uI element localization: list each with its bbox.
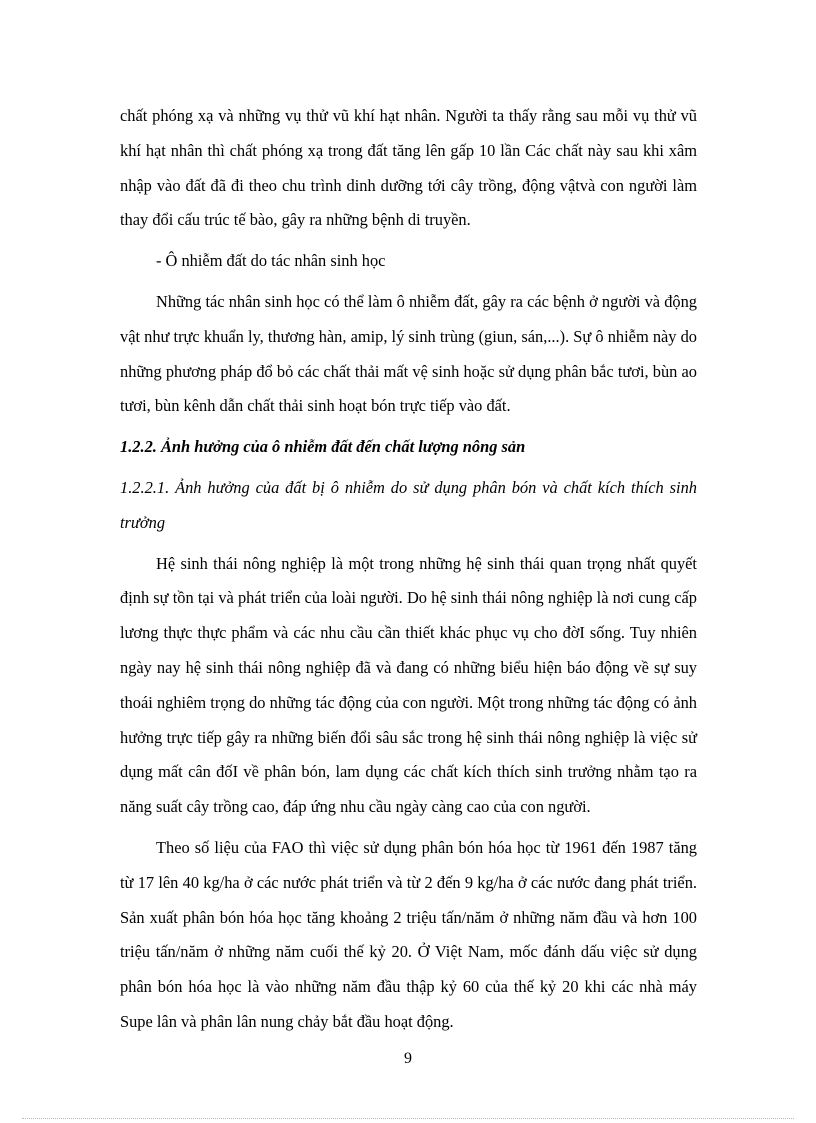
paragraph-fao-statistics: Theo số liệu của FAO thì việc sử dụng phân bón hóa học từ 1961 đến 1987 tăng từ 17 lên 40 kg/ha ở các nước phát triển và từ 2 đến 9 kg/ha ở các nước đang phát triển. Sản xuất phân bón hóa học tăng khoảng 2 triệu tấn/năm ở những năm đầu và hơn 100 triệu tấn/năm ở những năm cuối thế kỷ 20. Ở Việt Nam, mốc đánh dấu việc sử dụng phân bón hóa học là vào những năm đầu thập kỷ 60 của thế kỷ 20 khi các nhà máy Supe lân và phân lân nung chảy bắt đầu hoạt động.: [120, 837, 697, 1031]
subsection-heading-1-2-2-1: 1.2.2.1. Ảnh hưởng của đất bị ô nhiễm do sử dụng phân bón và chất kích thích sinh trưởng: [120, 477, 697, 532]
paragraph-agro-ecosystem: Hệ sinh thái nông nghiệp là một trong những hệ sinh thái quan trọng nhất quyết định sự tồn tại và phát triển của loài người. Do hệ sinh thái nông nghiệp là nơi cung cấp lương thực thực phẩm và các nhu cầu cần thiết khác phục vụ cho đờI sống. Tuy nhiên ngày nay hệ sinh thái nông nghiệp đã và đang có những biểu hiện báo động về sự suy thoái nghiêm trọng do những tác động của con người. Một trong những tác động có ảnh hưởng trực tiếp gây ra những biến đổi sâu sắc trong hệ sinh thái nông nghiệp là việc sử dụng mất cân đốI về phân bón, lam dụng các chất kích thích sinh trưởng nhằm tạo ra năng suất cây trồng cao, đáp ứng nhu cầu ngày càng cao của con người.: [120, 553, 697, 817]
page-body: [120, 99, 697, 1040]
paragraph-radioactive-continuation: chất phóng xạ và những vụ thử vũ khí hạt nhân. Người ta thấy rằng sau mỗi vụ thử vũ khí hạt nhân thì chất phóng xạ trong đất tăng lên gấp 10 lần Các chất này sau khi xâm nhập vào đất đã đi theo chu trình dinh dưỡng tới cây trồng, động vậtvà con người làm thay đổi cấu trúc tế bào, gây ra những bệnh di truyền.: [120, 106, 697, 230]
paragraph-biological-agents: Những tác nhân sinh học có thể làm ô nhiễm đất, gây ra các bệnh ở người và động vật như trực khuẩn ly, thương hàn, amip, lý sinh trùng (giun, sán,...). Sự ô nhiễm này do những phương pháp đổ bỏ các chất thải mất vệ sinh hoặc sử dụng phân bắc tươi, bùn ao tươi, bùn kênh dẫn chất thải sinh hoạt bón trực tiếp vào đất.: [120, 291, 697, 416]
footer-divider: [22, 1118, 794, 1119]
section-heading-1-2-2: 1.2.2. Ảnh hưởng của ô nhiễm đất đến chất lượng nông sản: [120, 437, 526, 457]
page-number: 9: [404, 1050, 412, 1067]
list-item-biological-pollution: - Ô nhiễm đất do tác nhân sinh học: [156, 251, 386, 271]
